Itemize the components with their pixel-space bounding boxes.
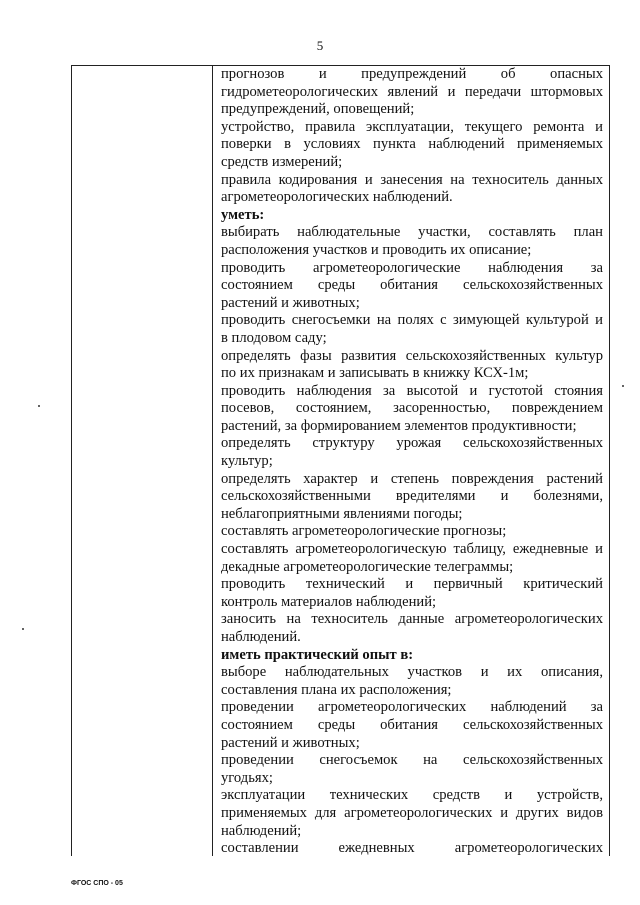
text-line: составления плана их расположения;	[221, 681, 452, 698]
text-line: посевов, состоянием, засоренностью, повреждением	[221, 400, 603, 417]
text-line: выбирать наблюдательные участки, составлять план	[221, 224, 603, 241]
text-line: по их признакам и записывать в книжку КСХ-1м;	[221, 365, 529, 382]
text-line: в плодовом саду;	[221, 329, 327, 346]
scan-speck	[22, 628, 24, 630]
text-line: эксплуатации технических средств и устройств,	[221, 787, 603, 804]
text-line: состоянием среды обитания сельскохозяйственных	[221, 716, 603, 733]
text-line: определять фазы развития сельскохозяйственных культур	[221, 347, 603, 364]
text-line: сельскохозяйственными вредителями и болезнями,	[221, 488, 603, 505]
text-line: правила кодирования и занесения на техноситель данных	[221, 171, 603, 188]
text-line: выборе наблюдательных участков и их описания,	[221, 664, 603, 681]
page-number: 5	[316, 38, 324, 53]
requirements-cell	[221, 66, 603, 858]
text-line: проведении снегосъемок на сельскохозяйственных	[221, 752, 603, 769]
text-line: проводить снегосъемки на полях с зимующей культурой и	[221, 312, 603, 329]
section-heading: иметь практический опыт в:	[221, 646, 414, 663]
text-line: гидрометеорологических явлений и передачи штормовых	[221, 83, 603, 100]
text-line: состоянием среды обитания сельскохозяйственных	[221, 277, 603, 294]
scan-speck	[622, 385, 624, 387]
text-line: растений, за формированием элементов продуктивности;	[221, 417, 577, 434]
text-line: агрометеорологических наблюдений.	[221, 189, 453, 206]
column-divider	[212, 66, 213, 856]
text-line: проведении агрометеорологических наблюдений за	[221, 699, 603, 716]
text-line: декадные агрометеорологические телеграммы;	[221, 558, 514, 575]
text-line: культур;	[221, 453, 273, 470]
text-line: проводить агрометеорологические наблюдения за	[221, 259, 603, 276]
text-line: наблюдений.	[221, 629, 301, 645]
text-line: расположения участков и проводить их описание;	[221, 241, 532, 258]
text-line: поверки в условиях пункта наблюдений применяемых	[221, 136, 603, 153]
text-line: составлять агрометеорологическую таблицу, ежедневные и	[221, 541, 603, 558]
section-heading: уметь:	[221, 206, 265, 223]
text-line: прогнозов и предупреждений об опасных	[221, 66, 603, 82]
footer-code: ФГОС СПО - 05	[71, 880, 123, 887]
text-line: контроль материалов наблюдений;	[221, 593, 437, 610]
text-line: неблагоприятными явлениями погоды;	[221, 505, 463, 522]
text-line: угодьях;	[221, 769, 273, 786]
scan-speck	[38, 405, 40, 407]
text-line: средств измерений;	[221, 153, 343, 170]
text-line: определять структуру урожая сельскохозяйственных	[221, 435, 603, 452]
text-line: проводить наблюдения за высотой и густотой стояния	[221, 382, 603, 399]
text-line: составлении ежедневных агрометеорологических	[221, 840, 603, 857]
text-line: заносить на техноситель данные агрометеорологических	[221, 611, 603, 628]
text-line: устройство, правила эксплуатации, текущего ремонта и	[221, 118, 603, 135]
text-line: применяемых для агрометеорологических и других видов	[221, 804, 603, 821]
text-line: проводить технический и первичный критический	[221, 576, 603, 593]
text-line: определять характер и степень повреждения растений	[221, 470, 603, 487]
text-line: предупреждений, оповещений;	[221, 101, 415, 118]
text-line: наблюдений;	[221, 822, 302, 839]
text-line: растений и животных;	[221, 294, 360, 311]
text-line: составлять агрометеорологические прогнозы;	[221, 523, 507, 540]
standards-table	[71, 65, 610, 856]
text-line: растений и животных;	[221, 734, 360, 751]
